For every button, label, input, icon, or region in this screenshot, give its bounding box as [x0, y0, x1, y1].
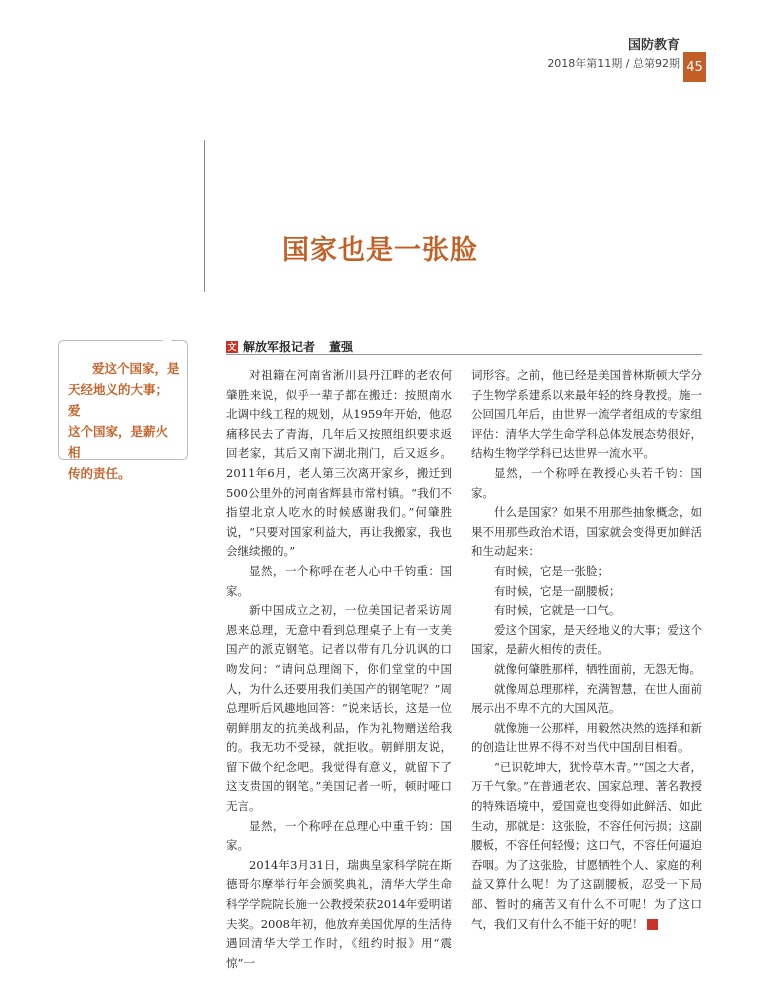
- article-paragraph: 显然，一个称呼在老人心中千钧重：国家。: [226, 563, 452, 598]
- article-title: 国家也是一张脸: [282, 235, 478, 266]
- pullquote-line: 天经地义的大事；爱: [68, 382, 169, 418]
- article-paragraph: 爱这个国家，是天经地义的大事；爱这个国家，是薪火相传的责任。: [471, 622, 702, 657]
- header-text: [547, 38, 680, 72]
- article-paragraph: 显然，一个称呼在总理心中重千钧：国家。: [226, 818, 452, 853]
- article-paragraph: 就像施一公那样，用毅然决然的选择和新的创造让世界不得不对当代中国刮目相看。: [471, 720, 702, 755]
- byline-marker-icon: 文: [226, 341, 238, 353]
- end-mark-icon: G: [647, 919, 658, 930]
- article-paragraph: 有时候，它是一副腰板；: [494, 583, 621, 598]
- article-paragraph: 2014年3月31日，瑞典皇家科学院在斯德哥尔摩举行年会颁奖典礼，清华大学生命科学学院院长施一公教授荣获2014年爱明诺夫奖。2008年初，他放弃美国优厚的生活待遇回清华大学工作时，《纽约时报》用“震惊”一: [226, 857, 452, 970]
- article-paragraph: 有时候，它是一张脸；: [494, 563, 609, 578]
- issue-info: 2018年第11期 / 总第92期: [547, 57, 680, 70]
- article-paragraph: 有时候，它就是一口气。: [494, 603, 621, 618]
- article-paragraph: “已识乾坤大，犹怜草木青。”“国之大者，万千气象。”在普通老农、国家总理、著名教授的特殊语境中，爱国竟也变得如此鲜活、如此生动，那就是：这张脸，不容任何污损；这副腰板，不容任何轻慢；这口气，不容任何逼迫吞咽。为了这张脸，甘愿牺牲个人、家庭的利益又算什么呢！为了这副腰板，忍受一下局部、暂时的痛苦又有什么不可呢！为了这口气，我们又有什么不能干好的呢！ G: [471, 759, 702, 931]
- pullquote-text: [68, 358, 180, 484]
- pullquote-line: 爱这个国家，是: [92, 361, 180, 376]
- byline-org: 解放军报记者: [243, 340, 316, 354]
- article-paragraph: 什么是国家？如果不用那些抽象概念，如果不用那些政治术语，国家就会变得更加鲜活和生动起来：: [471, 505, 702, 559]
- article-paragraph: 词形容。之前，他已经是美国普林斯顿大学分子生物学系建系以来最年轻的终身教授。施一公回国几年后，由世界一流学者组成的专家组评估：清华大学生命学科总体发展态势很好，结构生物学学科已达世界一流水平。: [471, 368, 702, 461]
- article-paragraph: 显然，一个称呼在教授心头若千钧：国家。: [471, 465, 702, 500]
- article-paragraph: 就像何肇胜那样，牺牲面前，无怨无悔。: [494, 661, 701, 676]
- article-column-left: [226, 366, 452, 973]
- article-paragraph: 就像周总理那样，充满智慧，在世人面前展示出不卑不亢的大国风范。: [471, 681, 702, 716]
- magazine-name: 国防教育: [627, 38, 680, 53]
- pullquote-line: 传的责任。: [68, 466, 131, 481]
- pullquote-callout: [58, 340, 188, 481]
- article-paragraph: 新中国成立之初，一位美国记者采访周恩来总理，无意中看到总理桌子上有一支美国产的派克钢笔。记者以带有几分讥讽的口吻发问：“请问总理阁下，你们堂堂的中国人，为什么还要用我们美国产的钢笔呢？”周总理听后风趣地回答：“说来话长，这是一位朝鲜朋友的抗美战利品，作为礼物赠送给我的。我无功不受禄，就拒收。朝鲜朋友说，留下做个纪念吧。我觉得有意义，就留下了这支贵国的钢笔。”美国记者一听，顿时哑口无言。: [226, 603, 452, 814]
- article-paragraph: 对祖籍在河南省淅川县丹江畔的老农何肇胜来说，似乎一辈子都在搬迁：按照南水北调中线工程的规划，从1959年开始，他忍痛移民去了青海，几年后又按照组织要求返回老家，其后又南下湖北荆门，后又返乡。2011年6月，老人第三次离开家乡，搬迁到500公里外的河南省辉县市常村镇。“我们不指望北京人吃水的时候感谢我们。”何肇胜说，“只要对国家利益大，再让我搬家，我也会继续搬的。”: [226, 368, 452, 559]
- article-column-right: [471, 366, 702, 934]
- byline: [226, 338, 353, 355]
- byline-divider: [226, 354, 702, 355]
- decorative-vertical-line: [204, 140, 205, 292]
- byline-author: 董强: [329, 340, 354, 354]
- page-number-badge: 45: [683, 52, 706, 82]
- pullquote-line: 这个国家，是薪火相: [68, 424, 169, 460]
